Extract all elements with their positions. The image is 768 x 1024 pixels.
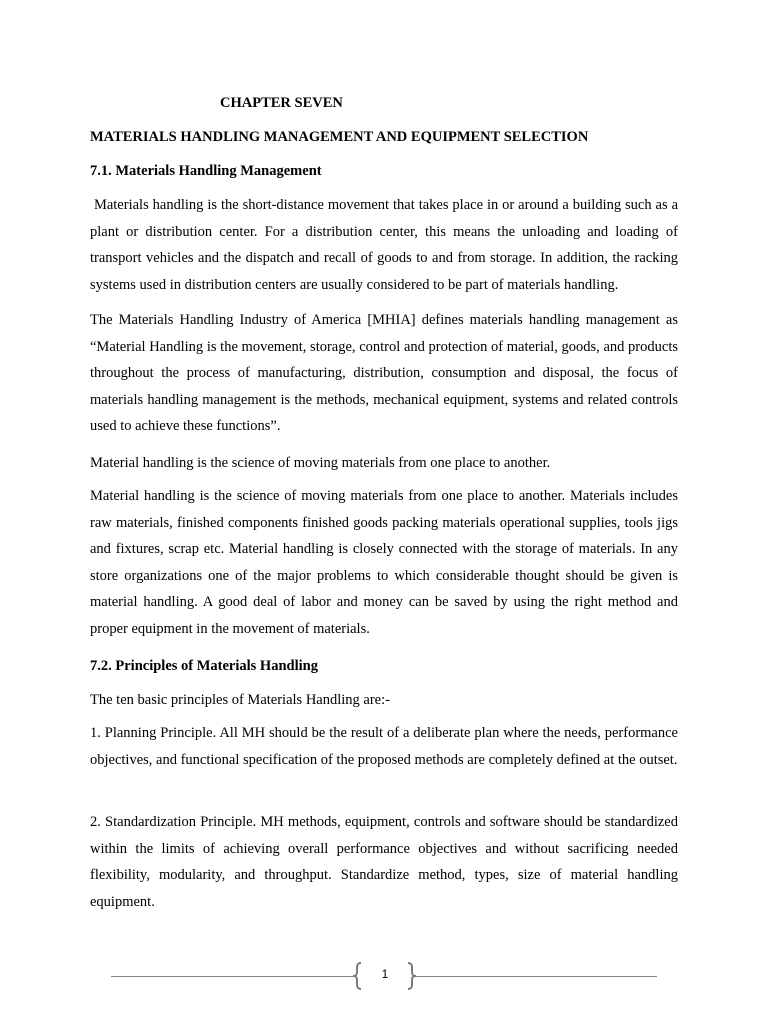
chapter-label: CHAPTER SEVEN bbox=[220, 95, 343, 111]
section-heading-7-2: 7.2. Principles of Materials Handling bbox=[90, 658, 318, 674]
paragraph-materials-handling-definition: Materials handling is the short-distance movement that takes place in or around a building such as a plant or distribution center. For a distribution center, this means the unloading and loading of transport vehicles and the dispatch and recall of goods to and from storage. In addition, the racking systems used in distribution centers are usually considered to be part of materials handling. bbox=[90, 197, 682, 293]
section-heading-7-1: 7.1. Materials Handling Management bbox=[90, 163, 322, 179]
left-brace-icon bbox=[350, 962, 364, 990]
paragraph-mhia-definition: The Materials Handling Industry of America [MHIA] defines materials handling management as “Material Handling is the movement, storage, control and protection of material, goods, and products throughout the process of manufacturing, distribution, consumption and disposal, the focus of materials handling management is the methods, mechanical equipment, systems and related controls used to achieve these functions”. bbox=[90, 312, 678, 435]
chapter-title: MATERIALS HANDLING MANAGEMENT AND EQUIPMENT SELECTION bbox=[90, 129, 589, 145]
paragraph-science-of-moving: Material handling is the science of moving materials from one place to another. bbox=[90, 455, 551, 471]
principles-intro: The ten basic principles of Materials Handling are:- bbox=[90, 692, 390, 708]
page-number: 1 bbox=[381, 967, 389, 981]
principle-standardization: 2. Standardization Principle. MH methods, equipment, controls and software should be standardized within the limits of achieving overall performance objectives and without sacrificing needed flexibility, modularity, and throughput. Standardize method, types, size of material handling equipment. bbox=[90, 814, 678, 910]
footer-rule-left bbox=[111, 976, 355, 977]
right-brace-icon bbox=[405, 962, 419, 990]
footer-rule-right bbox=[414, 976, 657, 977]
principle-planning: 1. Planning Principle. All MH should be the result of a deliberate plan where the needs, performance objectives, and functional specification of the proposed methods are completely defined at the outset. bbox=[90, 725, 678, 768]
paragraph-materials-includes: Material handling is the science of moving materials from one place to another. Materials includes raw materials, finished components finished goods packing materials operational supplies, tools jigs and fixtures, scrap etc. Material handling is closely connected with the storage of materials. In any store organizations one of the major problems to which considerable thought should be given is material handling. A good deal of labor and money can be saved by using the right method and proper equipment in the movement of materials. bbox=[90, 488, 678, 637]
